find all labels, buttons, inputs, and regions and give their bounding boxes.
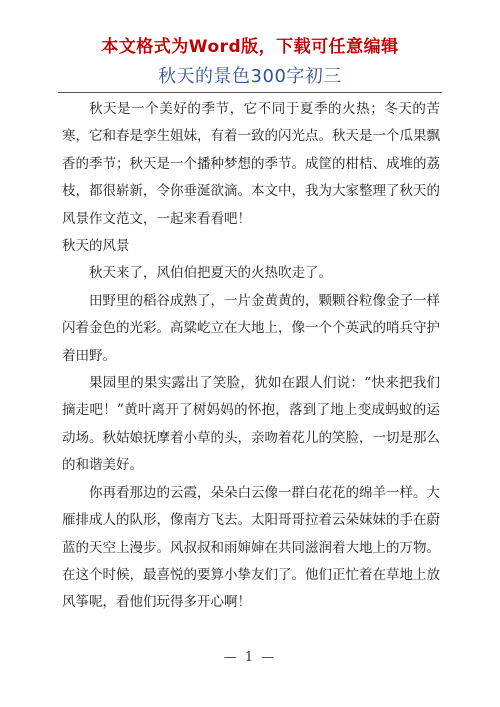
title-divider xyxy=(58,92,442,93)
page-number: — 1 — xyxy=(223,650,277,665)
document-title: 秋天的景色300字初三 xyxy=(158,66,342,87)
intro-paragraph: 秋天是一个美好的季节，它不同于夏季的火热；冬天的苦寒，它和春是孪生姐妹，有着一致的闪光点。秋天是一个瓜果飘香的季节；秋天是一个播种梦想的季节。成筐的柑桔、成堆的荔枝，都很崭新，令你垂涎欲滴。本文中，我为大家整理了秋天的风景作文范文，一起来看看吧！ xyxy=(62,101,440,227)
body-paragraph: 你再看那边的云霞，朵朵白云像一群白花花的绵羊一样。大雁排成人的队形，像南方飞去。太阳哥哥拉着云朵妹妹的手在蔚蓝的天空上漫步。风叔叔和雨婶婶在共同滋润着大地上的万物。在这个时候，最喜悦的要算小挚友们了。他们正忙着在草地上放风筝呢，看他们玩得多开心啊！ xyxy=(62,484,440,611)
format-notice-banner: 本文格式为Word版，下载可任意编辑 xyxy=(101,37,399,57)
body-paragraph: 田野里的稻谷成熟了，一片金黄黄的，颗颗谷粒像金子一样闪着金色的光彩。高粱屹立在大地上，像一个个英武的哨兵守护着田野。 xyxy=(62,292,440,364)
section-heading: 秋天的风景 xyxy=(62,238,130,255)
body-paragraph: 果园里的果实露出了笑脸，犹如在跟人们说：“快来把我们摘走吧！”黄叶离开了树妈妈的怀抱，落到了地上变成蚂蚁的运动场。秋姑娘抚摩着小草的头，亲吻着花儿的笑脸，一切是那么的和谐美好。 xyxy=(62,375,440,474)
document-body xyxy=(62,96,440,617)
body-paragraph: 秋天来了，风伯伯把夏天的火热吹走了。 xyxy=(89,265,332,282)
